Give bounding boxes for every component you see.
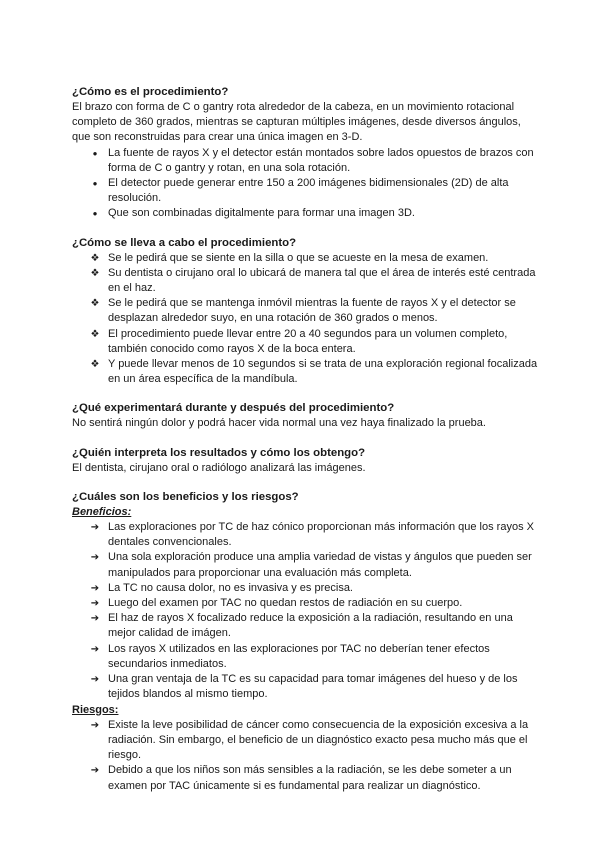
list-item-text: La fuente de rayos X y el detector están montados sobre lados opuestos de brazos con forma de C o gantry y rotan, en una sola rotación. [108,146,534,174]
four-diamond-bullet-icon: ❖ [90,267,100,279]
four-diamond-bullet-icon: ❖ [90,252,100,264]
four-diamond-bullet-icon: ❖ [90,328,100,340]
four-diamond-bullet-icon: ❖ [90,298,100,310]
paragraph: El dentista, cirujano oral o radiólogo analizará las imágenes. [72,461,366,474]
list-item-text: Existe la leve posibilidad de cáncer como consecuencia de la exposición excesiva a la radiación. Sin embargo, el beneficio de un diagnóstico exacto pesa mucho más que el riesgo. [108,718,529,762]
right-arrow-bullet-icon: ➔ [90,643,100,655]
list-item [72,581,540,596]
list-item-text: Debido a que los niños son más sensibles a la radiación, se les debe someter a un examen por TAC únicamente si es fundamental para realizar un diagnóstico. [108,764,512,792]
list-item-text: Una gran ventaja de la TC es su capacidad para tomar imágenes del hueso y de los tejidos blandos al mismo tiempo. [108,673,518,701]
list-item-text: El detector puede generar entre 150 a 200 imágenes bidimensionales (2D) de alta resolución. [108,177,509,205]
right-arrow-bullet-icon: ➔ [90,613,100,625]
filled-circle-bullet-icon: ● [92,148,98,158]
list-item-text: Una sola exploración produce una amplia variedad de vistas y ángulos que pueden ser manipulados para proporcionar una evaluación más completa. [108,551,532,579]
four-diamond-bullet-icon: ❖ [90,359,100,371]
section-procedure [72,84,540,222]
paragraph: No sentirá ningún dolor y podrá hacer vida normal una vez haya finalizado la prueba. [72,417,486,430]
right-arrow-bullet-icon: ➔ [90,719,100,731]
bullet-list [72,251,540,388]
risks-subheading: Riesgos: [72,703,119,716]
list-item-text: Su dentista o cirujano oral lo ubicará de manera tal que el área de interés esté centrada en el haz. [108,266,536,295]
list-item [72,251,540,266]
list-item-text: Y puede llevar menos de 10 segundos si se trata de una exploración regional focalizada en un área específica de la mandíbula. [108,358,538,386]
section-heading: ¿Cómo es el procedimiento? [72,86,229,98]
right-arrow-bullet-icon: ➔ [90,598,100,610]
list-item [72,206,540,221]
benefits-subheading: Beneficios: [72,505,132,518]
list-item [72,296,540,326]
section-heading: ¿Cuáles son los beneficios y los riesgos? [72,490,299,503]
section-results [72,445,540,476]
section-experience [72,400,540,431]
section-how [72,235,540,388]
right-arrow-bullet-icon: ➔ [90,522,100,534]
paragraph: El brazo con forma de C o gantry rota alrededor de la cabeza, en un movimiento rotacional completo de 360 grados, mientras se capturan múltiples imágenes, desde diversos ángulos, que son reconstruidas para crear una única imagen en 3-D. [72,101,521,144]
list-item [72,642,540,672]
list-item-text: Se le pedirá que se mantenga inmóvil mientras la fuente de rayos X y el detector se desplazan alrededor suyo, en una rotación de 360 grados o menos. [108,297,516,325]
section-benefits-risks [72,489,540,794]
filled-circle-bullet-icon: ● [92,179,98,189]
list-item-text: Los rayos X utilizados en las exploraciones por TAC no deberían tener efectos secundarios inmediatos. [108,642,490,670]
list-item [72,718,540,764]
section-heading: ¿Quién interpreta los resultados y cómo los obtengo? [72,446,366,459]
list-item [72,176,540,206]
list-item [72,611,540,641]
risks-list [72,718,540,794]
right-arrow-bullet-icon: ➔ [90,552,100,564]
list-item-text: El procedimiento puede llevar entre 20 a 40 segundos para un volumen completo, también conocido como rayos X de la boca entera. [108,327,508,355]
list-item [72,550,540,580]
list-item [72,357,540,387]
benefits-list [72,520,540,702]
list-item-text: La TC no causa dolor, no es invasiva y es precisa. [108,581,353,594]
list-item [72,672,540,702]
list-item-text: El haz de rayos X focalizado reduce la exposición a la radiación, resultando en una mejor calidad de imágen. [108,612,513,640]
list-item [72,266,540,296]
list-item [72,327,540,357]
filled-circle-bullet-icon: ● [92,209,98,219]
section-heading: ¿Cómo se lleva a cabo el procedimiento? [72,236,297,249]
bullet-list [72,146,540,222]
list-item [72,763,540,793]
list-item-text: Las exploraciones por TC de haz cónico proporcionan más información que los rayos X dentales convencionales. [108,521,534,549]
list-item-text: Que son combinadas digitalmente para formar una imagen 3D. [108,207,415,220]
list-item [72,596,540,611]
section-heading: ¿Qué experimentará durante y después del procedimiento? [72,402,395,415]
right-arrow-bullet-icon: ➔ [90,582,100,594]
list-item [72,520,540,550]
right-arrow-bullet-icon: ➔ [90,674,100,686]
list-item-text: Se le pedirá que se siente en la silla o que se acueste en la mesa de examen. [108,251,489,264]
list-item [72,146,540,176]
right-arrow-bullet-icon: ➔ [90,765,100,777]
list-item-text: Luego del examen por TAC no quedan restos de radiación en su cuerpo. [108,597,463,610]
